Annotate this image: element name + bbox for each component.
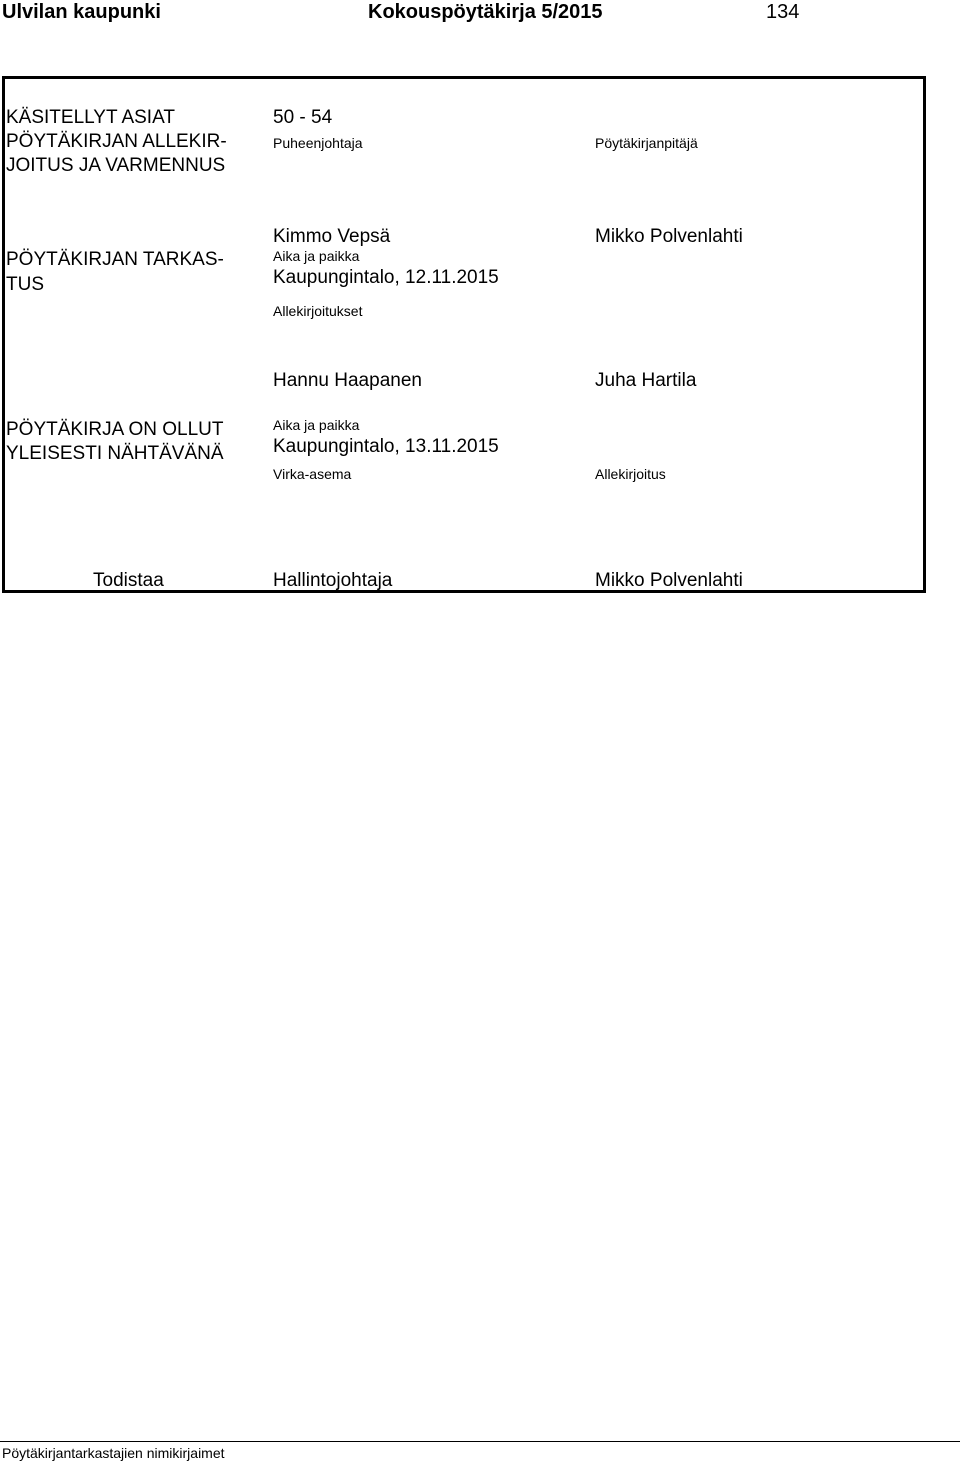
signatures-label: Allekirjoitukset [273, 303, 363, 319]
secretary-title: Pöytäkirjanpitäjä [595, 135, 698, 151]
chair-name: Kimmo Vepsä [273, 226, 391, 247]
city-name: Ulvilan kaupunki [2, 1, 161, 23]
section-label-nahtavana-1: PÖYTÄKIRJA ON OLLUT [6, 419, 224, 440]
section-label-kasitellyt-3: JOITUS JA VARMENNUS [6, 155, 226, 176]
certifier-name: Mikko Polvenlahti [595, 570, 743, 591]
footer-text: Pöytäkirjantarkastajien nimikirjaimet [2, 1445, 225, 1461]
time-place-label-2: Aika ja paikka [273, 417, 360, 433]
document-title: Kokouspöytäkirja 5/2015 [368, 1, 603, 23]
certify-label: Todistaa [93, 570, 164, 591]
section-label-tarkastus-2: TUS [6, 274, 44, 295]
certifier-position: Hallintojohtaja [273, 570, 393, 591]
time-place-label-1: Aika ja paikka [273, 248, 360, 264]
section-label-nahtavana-2: YLEISESTI NÄHTÄVÄNÄ [6, 443, 224, 464]
section-label-kasitellyt-2: PÖYTÄKIRJAN ALLEKIR- [6, 131, 227, 152]
handled-items: 50 - 54 [273, 107, 333, 128]
signature-label: Allekirjoitus [595, 466, 666, 482]
section-label-tarkastus-1: PÖYTÄKIRJAN TARKAS- [6, 249, 224, 270]
page-number: 134 [766, 1, 800, 23]
position-label: Virka-asema [273, 466, 352, 482]
time-place-1: Kaupungintalo, 12.11.2015 [273, 267, 499, 288]
chair-title: Puheenjohtaja [273, 135, 363, 151]
section-label-kasitellyt-1: KÄSITELLYT ASIAT [6, 107, 175, 128]
footer-rule [0, 1441, 960, 1442]
checker-name-1: Hannu Haapanen [273, 370, 422, 391]
secretary-name: Mikko Polvenlahti [595, 226, 743, 247]
checker-name-2: Juha Hartila [595, 370, 697, 391]
time-place-2: Kaupungintalo, 13.11.2015 [273, 436, 499, 457]
